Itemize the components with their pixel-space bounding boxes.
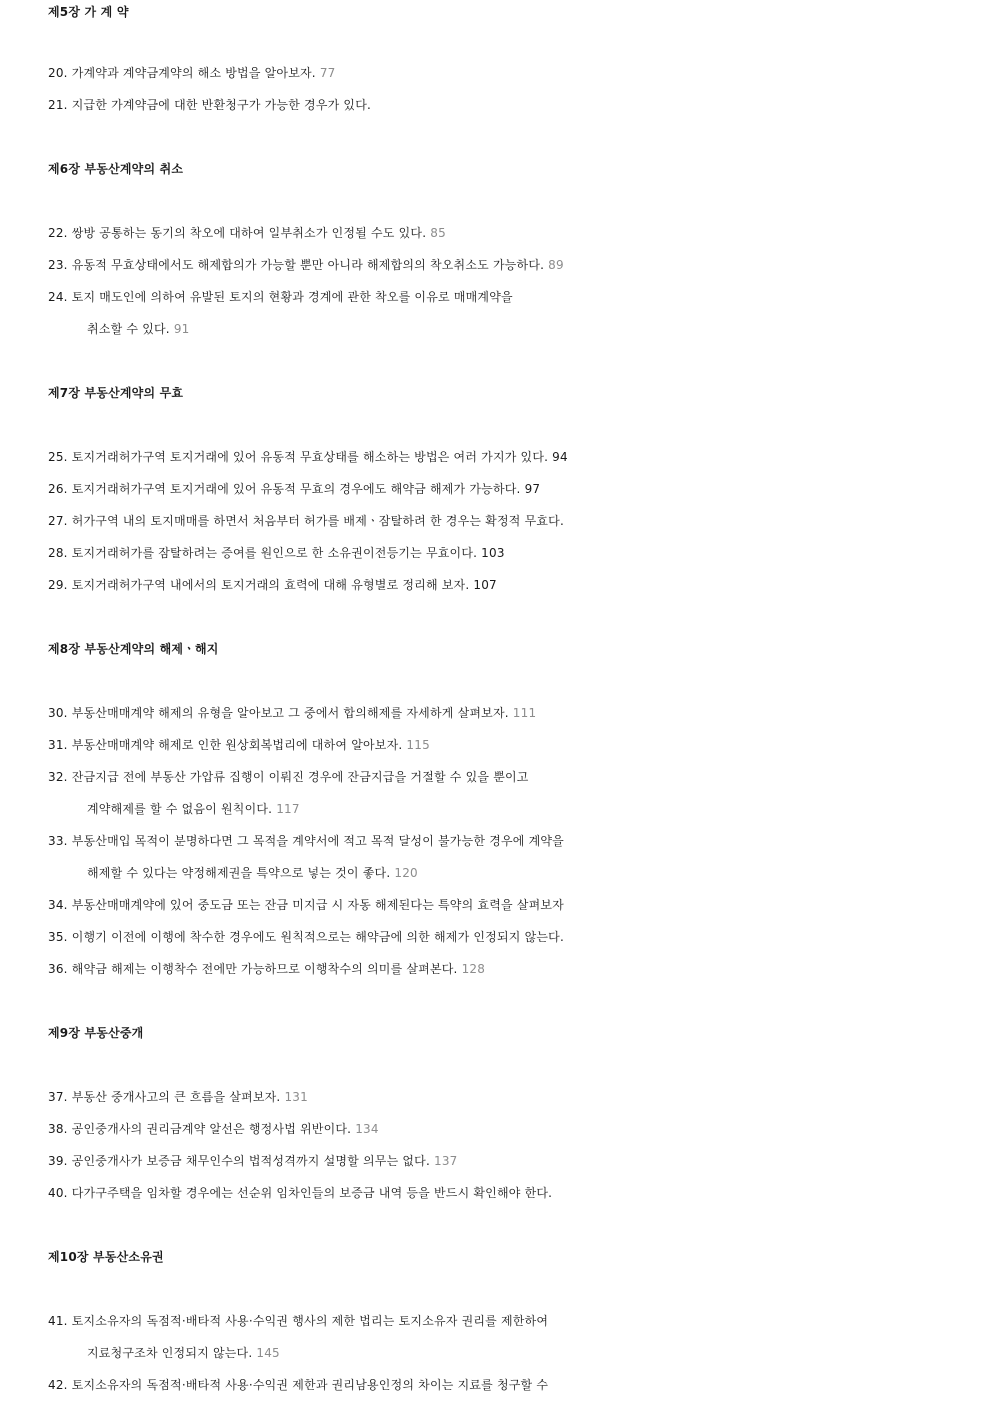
entry-text: 38. 공인중개사의 권리금계약 알선은 행정사법 위반이다. <box>48 1122 352 1136</box>
entry-text: 31. 부동산매매계약 해제로 인한 원상회복법리에 대하여 알아보자. <box>48 738 403 752</box>
page-number: 91 <box>173 322 190 336</box>
toc-entry <box>48 249 992 281</box>
chapter-heading: 제10장 부동산소유권 <box>48 1250 164 1264</box>
chapter-heading: 제9장 부동산중개 <box>48 1026 144 1040</box>
page-number: 145 <box>256 1346 280 1360</box>
entry-text: 20. 가계약과 계약금계약의 해소 방법을 알아보자. <box>48 66 316 80</box>
toc-entry <box>48 1305 992 1337</box>
toc-entry <box>48 1081 992 1113</box>
toc-entry-continuation <box>87 1337 992 1369</box>
entry-text: 32. 잔금지급 전에 부동산 가압류 집행이 이뤄진 경우에 잔금지급을 거절할 수 있을 뿐이고 <box>48 770 529 784</box>
entry-text: 30. 부동산매매계약 해제의 유형을 알아보고 그 중에서 합의해제를 자세하게 살펴보자. <box>48 706 509 720</box>
entry-text: 해제할 수 있다는 약정해제권을 특약으로 넣는 것이 좋다. <box>87 866 391 880</box>
toc-entry <box>48 729 992 761</box>
toc-entry <box>48 473 992 505</box>
entry-text: 26. 토지거래허가구역 토지거래에 있어 유동적 무효의 경우에도 해약금 해제가 가능하다. <box>48 482 521 496</box>
entry-text: 41. 토지소유자의 독점적·배타적 사용·수익권 행사의 제한 법리는 토지소유자 권리를 제한하여 <box>48 1314 549 1328</box>
entry-text: 37. 부동산 중개사고의 큰 흐름을 살펴보자. <box>48 1090 281 1104</box>
chapter-heading: 제8장 부동산계약의 해제ㆍ해지 <box>48 642 219 656</box>
entry-text: 23. 유동적 무효상태에서도 해제합의가 가능할 뿐만 아니라 해제합의의 착오취소도 가능하다. <box>48 258 545 272</box>
page-number: 128 <box>461 962 486 976</box>
page-number: 107 <box>473 578 497 592</box>
page-number: 134 <box>355 1122 379 1136</box>
toc-entry-continuation <box>87 313 992 345</box>
toc-entry <box>48 1369 992 1401</box>
toc-entry <box>48 697 992 729</box>
entry-text: 취소할 수 있다. <box>87 322 170 336</box>
toc-entry <box>48 921 992 953</box>
toc-entry-continuation <box>87 857 992 889</box>
entry-text: 28. 토지거래허가를 잠탈하려는 증여를 원인으로 한 소유권이전등기는 무효이다. <box>48 546 478 560</box>
page-number: 111 <box>512 706 537 720</box>
toc-entry <box>48 1145 992 1177</box>
page-number: 94 <box>552 450 568 464</box>
toc-entry <box>48 217 992 249</box>
toc-entry <box>48 57 992 89</box>
entry-text: 25. 토지거래허가구역 토지거래에 있어 유동적 무효상태를 해소하는 방법은 여러 가지가 있다. <box>48 450 549 464</box>
toc-entry <box>48 281 992 313</box>
entry-text: 36. 해약금 해제는 이행착수 전에만 가능하므로 이행착수의 의미를 살펴본다. <box>48 962 458 976</box>
toc-entry <box>48 505 992 537</box>
toc-entry <box>48 1113 992 1145</box>
entry-text: 29. 토지거래허가구역 내에서의 토지거래의 효력에 대해 유형별로 정리해 보자. <box>48 578 470 592</box>
page-number: 115 <box>406 738 430 752</box>
chapter-heading: 제5장 가 계 약 <box>48 5 129 19</box>
entry-text: 40. 다가구주택을 임차할 경우에는 선순위 임차인들의 보증금 내역 등을 반드시 확인해야 한다. <box>48 1186 553 1200</box>
chapter-heading: 제7장 부동산계약의 무효 <box>48 386 184 400</box>
entry-text: 39. 공인중개사가 보증금 채무인수의 법적성격까지 설명할 의무는 없다. <box>48 1154 430 1168</box>
page-number: 137 <box>434 1154 458 1168</box>
page-number: 77 <box>319 66 336 80</box>
toc-entry <box>48 761 992 793</box>
entry-text: 계약해제를 할 수 없음이 원칙이다. <box>87 802 273 816</box>
page-number: 97 <box>524 482 541 496</box>
entry-text: 34. 부동산매매계약에 있어 중도금 또는 잔금 미지급 시 자동 해제된다는 특약의 효력을 살펴보자 <box>48 898 564 912</box>
page-number: 85 <box>430 226 446 240</box>
entry-text: 21. 지급한 가계약금에 대한 반환청구가 가능한 경우가 있다. <box>48 98 372 112</box>
toc-entry <box>48 825 992 857</box>
entry-text: 지료청구조차 인정되지 않는다. <box>87 1346 253 1360</box>
toc-entry <box>48 953 992 985</box>
toc-entry-continuation <box>87 793 992 825</box>
toc-entry <box>48 1177 992 1209</box>
toc-entry <box>48 889 992 921</box>
toc-entry <box>48 89 992 121</box>
toc-entry <box>48 537 992 569</box>
page-number: 120 <box>394 866 418 880</box>
entry-text: 35. 이행기 이전에 이행에 착수한 경우에도 원칙적으로는 해약금에 의한 해제가 인정되지 않는다. <box>48 930 564 944</box>
page-number: 131 <box>284 1090 308 1104</box>
toc-entry <box>48 569 992 601</box>
page-number: 103 <box>481 546 505 560</box>
page-number: 117 <box>276 802 300 816</box>
entry-text: 24. 토지 매도인에 의하여 유발된 토지의 현황과 경계에 관한 착오를 이유로 매매계약을 <box>48 290 513 304</box>
entry-text: 22. 쌍방 공통하는 동기의 착오에 대하여 일부취소가 인정될 수도 있다. <box>48 226 427 240</box>
entry-text: 33. 부동산매입 목적이 분명하다면 그 목적을 계약서에 적고 목적 달성이 불가능한 경우에 계약을 <box>48 834 564 848</box>
toc-entry <box>48 441 992 473</box>
page-number: 89 <box>548 258 564 272</box>
chapter-heading: 제6장 부동산계약의 취소 <box>48 162 184 176</box>
entry-text: 42. 토지소유자의 독점적·배타적 사용·수익권 제한과 권리남용인정의 차이는 지료를 청구할 수 <box>48 1378 549 1392</box>
entry-text: 27. 허가구역 내의 토지매매를 하면서 처음부터 허가를 배제ㆍ잠탈하려 한 경우는 확정적 무효다. <box>48 514 564 528</box>
